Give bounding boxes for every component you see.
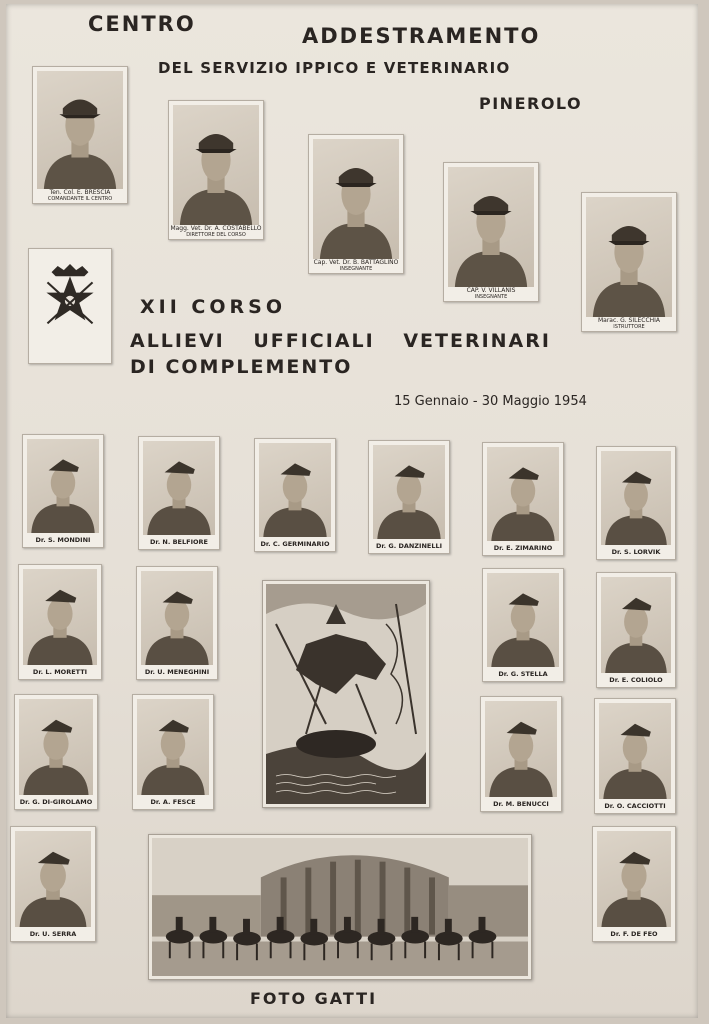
student-portrait: [596, 572, 676, 688]
portrait-photo: [143, 441, 215, 535]
header-pinerolo: PINEROLO: [479, 94, 583, 113]
officer-caption-2: Magg. Vet. Dr. A. COSTABELLO DIRETTORE DEL CORSO: [170, 225, 262, 238]
officer-portrait-1: [32, 66, 128, 204]
officer-portrait-5: [581, 192, 677, 332]
header-servizio: DEL SERVIZIO IPPICO E VETERINARIO: [158, 59, 511, 77]
officer-portrait-4: [443, 162, 539, 302]
student-portrait: [254, 438, 336, 552]
photo-credit: FOTO GATTI: [250, 989, 378, 1008]
student-caption: Dr. N. BELFIORE: [150, 538, 208, 546]
student-caption: Dr. U. MENEGHINI: [144, 668, 210, 676]
portrait-photo: [27, 439, 99, 533]
portrait-photo: [137, 699, 209, 795]
student-portrait: [482, 442, 564, 556]
commemorative-photo-board: [6, 4, 698, 1018]
portrait-photo: [485, 701, 557, 797]
course-dates: 15 Gennaio - 30 Maggio 1954: [394, 394, 587, 409]
course-subtitle: ALLIEVI UFFICIALI VETERINARI: [130, 330, 551, 352]
portrait-photo: [259, 443, 331, 537]
student-portrait: [482, 568, 564, 682]
header-centro: CENTRO: [88, 12, 196, 36]
center-illustration: [262, 580, 430, 808]
student-caption: Dr. F. DE FEO: [610, 930, 658, 938]
student-caption: Dr. A. FESCE: [150, 798, 196, 806]
military-star-emblem-icon: [29, 249, 111, 363]
student-portrait: [594, 698, 676, 814]
student-portrait: [22, 434, 104, 548]
officer-portrait-2: [168, 100, 264, 240]
student-caption: Dr. S. MONDINI: [35, 536, 91, 544]
portrait-photo: [448, 167, 534, 287]
portrait-photo: [487, 447, 559, 541]
student-portrait: [138, 436, 220, 550]
student-caption: Dr. G. DI-GIROLAMO: [19, 798, 93, 806]
portrait-photo: [487, 573, 559, 667]
student-caption: Dr. M. BENUCCI: [493, 800, 549, 808]
student-portrait: [18, 564, 102, 680]
portrait-photo: [37, 71, 123, 189]
portrait-photo: [599, 703, 671, 799]
cavalry-photo: [152, 838, 528, 976]
student-portrait: [592, 826, 676, 942]
student-portrait: [10, 826, 96, 942]
student-caption: Dr. G. DANZINELLI: [375, 542, 443, 550]
portrait-photo: [597, 831, 671, 927]
portrait-photo: [23, 569, 97, 665]
portrait-photo: [601, 451, 671, 545]
course-complement: DI COMPLEMENTO: [130, 356, 353, 378]
officer-caption-4: CAP. V. VILLANIS INSEGNANTE: [466, 287, 516, 300]
officer-portrait-3: [308, 134, 404, 274]
officer-caption-1: Ten. Col. E. BRESCIA COMANDANTE IL CENTRO: [47, 189, 113, 202]
student-caption: Dr. G. STELLA: [498, 670, 548, 678]
officer-caption-3: Cap. Vet. Dr. B. BATTAGLINO INSEGNANTE: [313, 259, 399, 272]
student-caption: Dr. E. COLIOLO: [609, 676, 663, 684]
student-caption: Dr. U. SERRA: [29, 930, 77, 938]
student-portrait: [596, 446, 676, 560]
officer-caption-5: Marac. G. SILECCHIA ISTRUTTORE: [597, 317, 661, 330]
cavalry-group-photo: [148, 834, 532, 980]
student-caption: Dr. S. LORVIK: [611, 548, 661, 556]
student-caption: Dr. L. MORETTI: [32, 668, 88, 676]
portrait-photo: [586, 197, 672, 317]
student-portrait: [480, 696, 562, 812]
portrait-photo: [141, 571, 213, 665]
student-portrait: [136, 566, 218, 680]
student-caption: Dr. E. ZIMARINO: [493, 544, 553, 552]
student-portrait: [132, 694, 214, 810]
student-portrait: [368, 440, 450, 554]
header-addestramento: ADDESTRAMENTO: [302, 24, 541, 48]
portrait-photo: [15, 831, 91, 927]
student-portrait: [14, 694, 98, 810]
student-caption: Dr. C. GERMINARIO: [260, 540, 330, 548]
portrait-photo: [601, 577, 671, 673]
student-caption: Dr. O. CACCIOTTI: [604, 802, 666, 810]
portrait-photo: [313, 139, 399, 259]
portrait-photo: [19, 699, 93, 795]
portrait-photo: [373, 445, 445, 539]
portrait-photo: [173, 105, 259, 225]
course-title: XII CORSO: [140, 296, 286, 318]
horse-jump-drawing: [266, 584, 426, 804]
emblem-card: [28, 248, 112, 364]
